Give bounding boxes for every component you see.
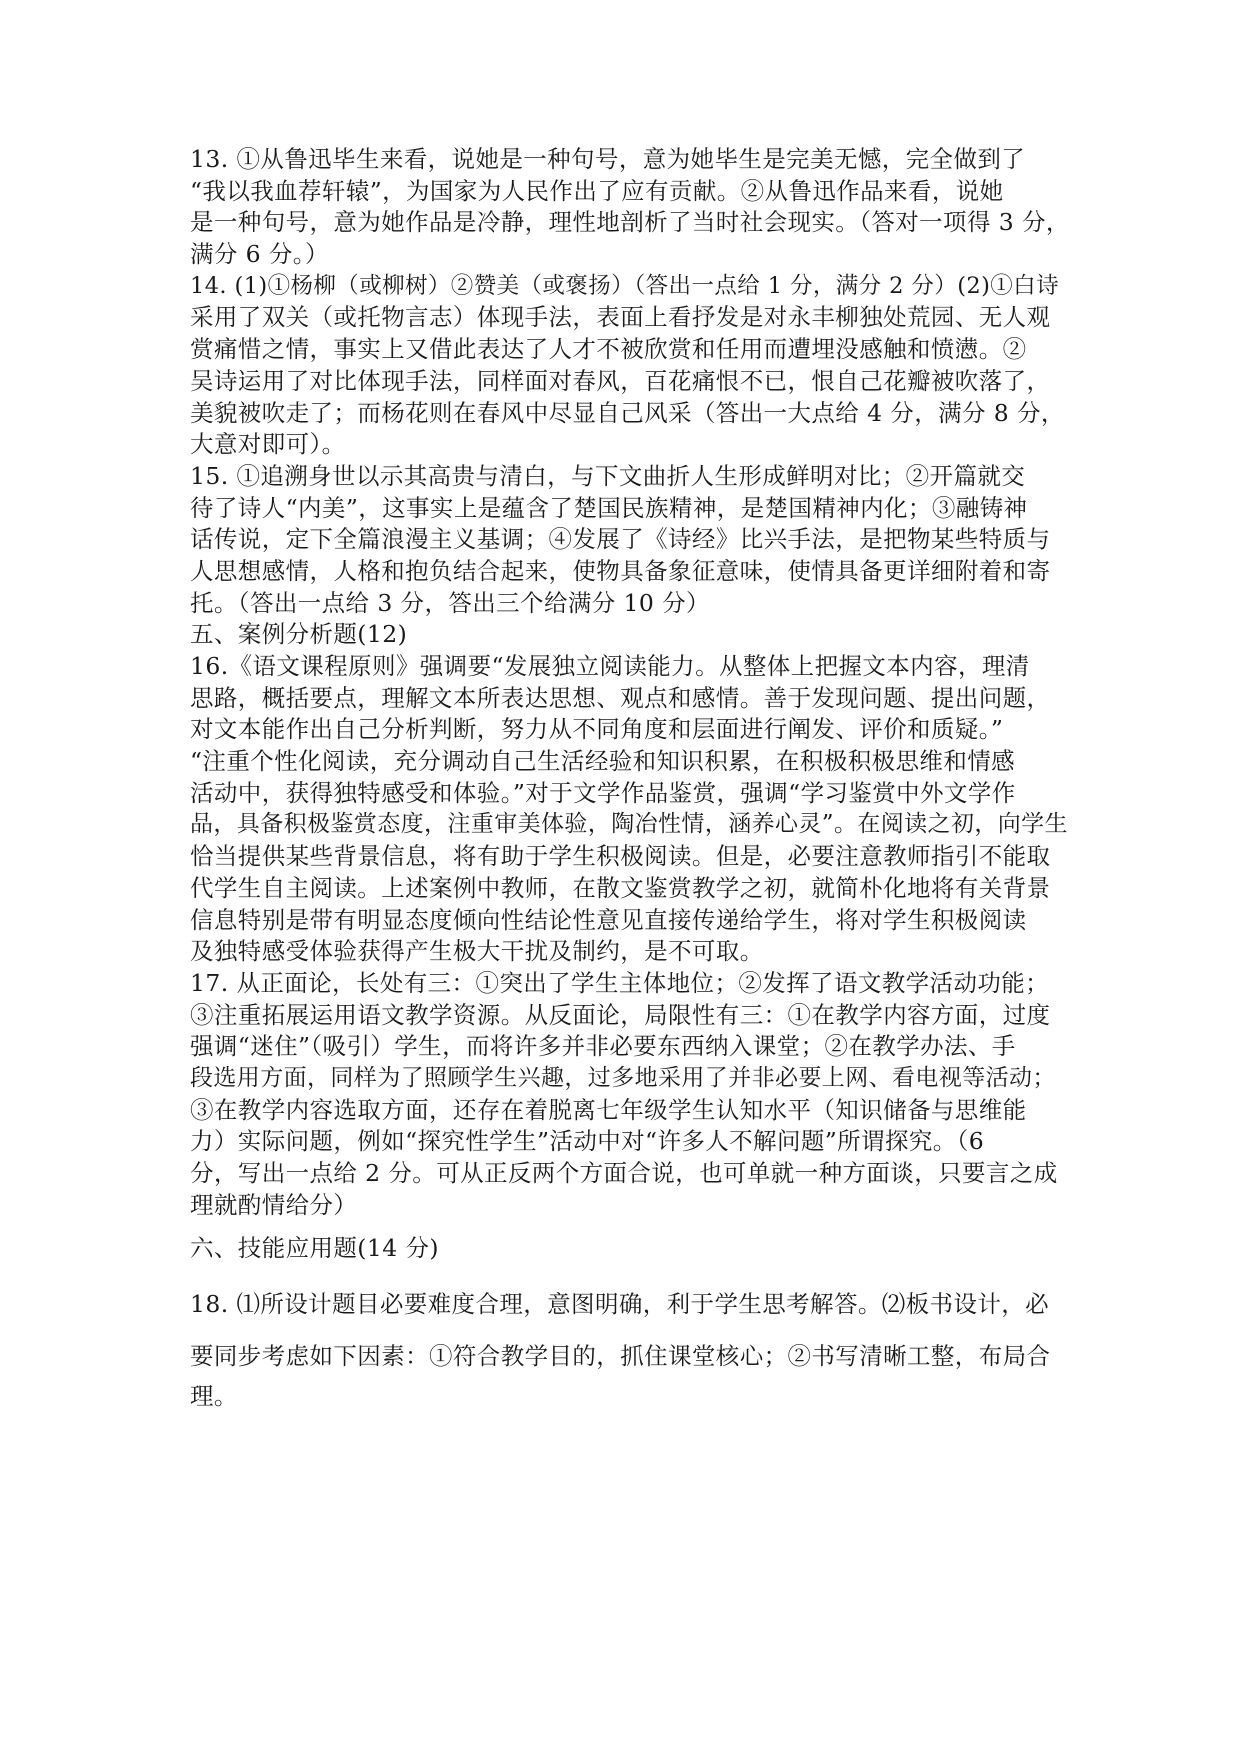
text-line-q17-7: 分，写出一点给 2 分。可从正反两个方面合说，也可单就一种方面谈，只要言之成 <box>190 1159 1058 1187</box>
answer-q18 <box>190 1287 1060 1413</box>
text-line-q13-4: 满分 6 分。） <box>190 240 329 269</box>
text-line-q16-7: 恰当提供某些背景信息，将有助于学生积极阅读。但是，必要注意教师指引不能取 <box>190 842 1051 871</box>
answer-page <box>190 144 1070 1413</box>
text-line-q17-8: 理就酌情给分） <box>190 1190 358 1219</box>
text-line-q13-1: 13. ①从鲁迅毕生来看，说她是一种句号，意为她毕生是完美无憾，完全做到了 <box>190 145 1026 173</box>
text-line-q16-4: “注重个性化阅读，充分调动自己生活经验和知识积累，在积极积极思维和情感 <box>190 747 1016 776</box>
text-line-q15-4: 人思想感情，人格和抱负结合起来，使物具备象征意味，使情具备更详细附着和寄 <box>190 556 1051 585</box>
text-line-q17-6: 力）实际问题，例如“探究性学生”活动中对“许多人不解问题”所谓探究。（6 <box>190 1127 985 1156</box>
text-line-q17-5: ③在教学内容选取方面，还存在着脱离七年级学生认知水平（知识储备与思维能 <box>190 1095 1027 1124</box>
text-line-q14-6: 大意对即可）。 <box>190 430 346 459</box>
text-line-q16-5: 活动中，获得独特感受和体验。”对于文学作品鉴赏，强调“学习鉴赏中外文学作 <box>190 778 1016 807</box>
text-line-q16-2: 思路，概括要点，理解文本所表达思想、观点和感情。善于发现问题、提出问题， <box>190 683 1051 712</box>
text-line-q13-3: 是一种句号，意为她作品是冷静，理性地剖析了当时社会现实。（答对一项得 3 分， <box>190 208 1070 237</box>
text-line-q15-5: 托。（答出一点给 3 分，答出三个给满分 10 分） <box>190 588 710 617</box>
text-line-q17-3: 强调“迷住”（吸引）学生，而将许多并非必要东西纳入课堂；②在教学办法、手 <box>190 1032 1016 1061</box>
text-line-q13-2: “我以我血荐轩辕”，为国家为人民作出了应有贡献。②从鲁迅作品来看，说她 <box>190 176 1004 205</box>
text-line-q16-10: 及独特感受体验获得产生极大干扰及制约，是不可取。 <box>190 937 764 966</box>
text-line-q15-3: 话传说，定下全篇浪漫主义基调；④发展了《诗经》比兴手法，是把物某些特质与 <box>190 525 1051 554</box>
text-line-q17-1: 17. 从正面论，长处有三：①突出了学生主体地位；②发挥了语文教学活动功能； <box>190 968 1050 997</box>
text-line-q14-3: 赏痛惜之情，事实上又借此表达了人才不被欣赏和任用而遭埋没感触和愤懑。② <box>190 335 1027 364</box>
text-line-q14-2: 采用了双关（或托物言志）体现手法，表面上看抒发是对永丰柳独处荒园、无人观 <box>190 303 1051 332</box>
text-line-q16-1: 16.《语文课程原则》强调要“发展独立阅读能力。从整体上把握文本内容，理清 <box>190 652 1030 680</box>
text-line-q16-6: 品，具备积极鉴赏态度，注重审美体验，陶冶性情，涵养心灵”。在阅读之初，向学生 <box>190 811 1068 838</box>
text-line-q17-4: 段选用方面，同样为了照顾学生兴趣，过多地采用了并非必要上网、看电视等活动； <box>190 1064 1056 1091</box>
text-line-q17-2: ③注重拓展运用语文教学资源。从反面论，局限性有三：①在教学内容方面，过度 <box>190 1000 1051 1029</box>
text-line-q18-2: 要同步考虑如下因素：①符合教学目的，抓住课堂核心；②书写清晰工整，布局合 <box>190 1342 1051 1371</box>
text-line-q14-1: 14. (1)①杨柳（或柳树）②赞美（或褒扬）（答出一点给 1 分，满分 2 分）(2)①白诗 <box>190 272 1059 299</box>
text-line-q14-5: 美貌被吹走了；而杨花则在春风中尽显自己风采（答出一大点给 4 分，满分 8 分， <box>190 398 1065 427</box>
section-heading-5: 五、案例分析题(12) <box>190 620 408 649</box>
text-line-q18-3: 理。 <box>190 1382 238 1411</box>
text-line-q15-1: 15. ①追溯身世以示其高贵与清白，与下文曲折人生形成鲜明对比；②开篇就交 <box>190 461 1026 490</box>
text-line-q18-1: 18. ⑴所设计题目必要难度合理，意图明确，利于学生思考解答。⑵板书设计，必 <box>190 1290 1050 1319</box>
section-heading-6: 六、技能应用题(14 分) <box>190 1234 439 1263</box>
text-line-q16-3: 对文本能作出自己分析判断，努力从不同角度和层面进行阐发、评价和质疑。” <box>190 715 1004 744</box>
text-line-q14-4: 吴诗运用了对比体现手法，同样面对春风，百花痛恨不已，恨自己花瓣被吹落了， <box>190 366 1051 395</box>
text-line-q16-8: 代学生自主阅读。上述案例中教师，在散文鉴赏教学之初，就简朴化地将有关背景 <box>190 873 1051 902</box>
text-line-q16-9: 信息特别是带有明显态度倾向性结论性意见直接传递给学生，将对学生积极阅读 <box>190 905 1027 934</box>
text-line-q15-2: 待了诗人“内美”，这事实上是蕴含了楚国民族精神，是楚国精神内化；③融铸神 <box>190 493 1028 522</box>
